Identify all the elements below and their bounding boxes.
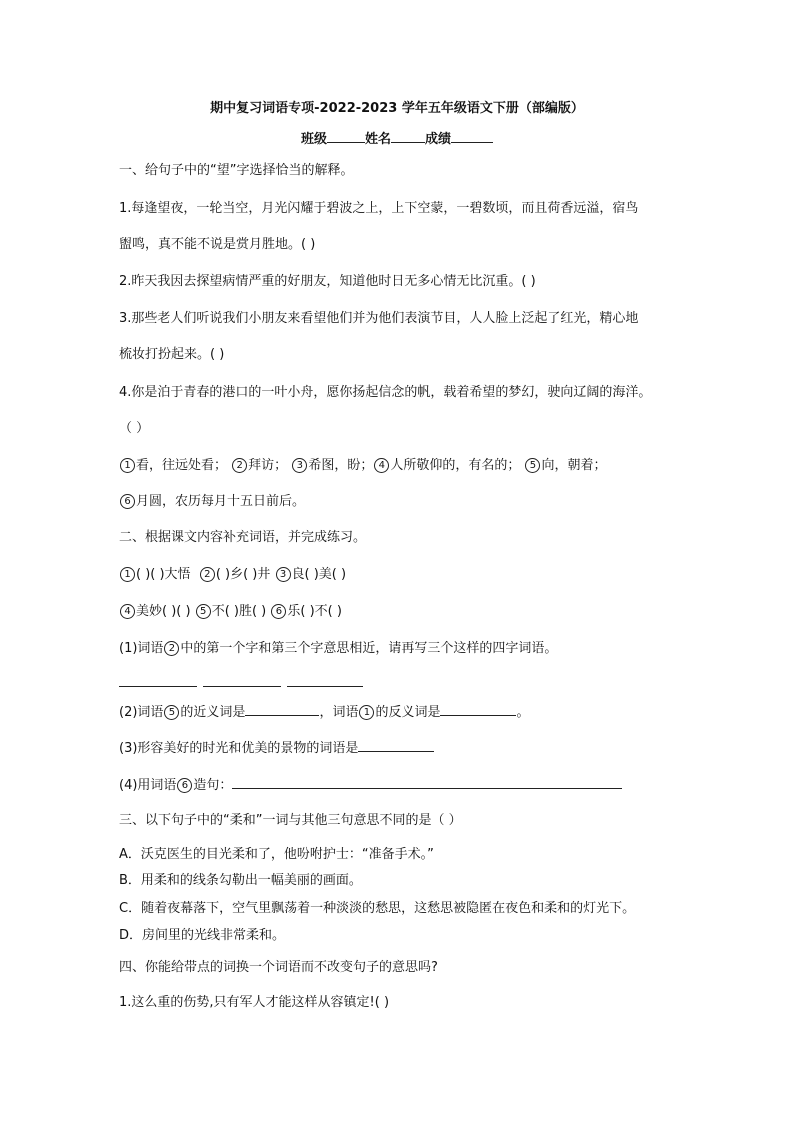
s1-q3-line1: 3.那些老人们听说我们小朋友来看望他们并为他们表演节目，人人脸上泛起了红光，精心地 bbox=[119, 311, 639, 326]
s1-q4-line2: （ ） bbox=[119, 421, 150, 436]
section-3-heading: 三、以下句子中的“柔和”一词与其他三句意思不同的是（ ） bbox=[119, 813, 462, 828]
option-text: 人所敬仰的，有名的； bbox=[390, 458, 521, 473]
word-1: ( )( )大悟 bbox=[136, 567, 191, 582]
option-text: 看，往远处看； bbox=[136, 458, 228, 473]
p4-text-b: 造句： bbox=[193, 778, 233, 793]
circled-number-5: 5 bbox=[164, 705, 179, 720]
s1-q1-line2: 盥鸣，真不能不说是赏月胜地。( ) bbox=[119, 237, 316, 252]
student-info-line bbox=[0, 128, 794, 147]
section-1-heading: 一、给句子中的“望”字选择恰当的解释。 bbox=[119, 163, 354, 178]
synonym-blank[interactable] bbox=[245, 703, 319, 716]
circled-number-3: 3 bbox=[292, 458, 307, 473]
section-2-heading: 二、根据课文内容补充词语，并完成练习。 bbox=[119, 530, 367, 545]
circled-number-4: 4 bbox=[120, 604, 135, 619]
s4-q1: 1.这么重的伤势,只有军人才能这样从容镇定!( ) bbox=[119, 995, 390, 1010]
s3-option-d: D．房间里的光线非常柔和。 bbox=[119, 928, 286, 943]
score-blank[interactable] bbox=[451, 130, 493, 143]
p2-text-d: 的反义词是 bbox=[375, 705, 441, 720]
s2-words-line2 bbox=[119, 604, 342, 620]
answer-blank-2[interactable] bbox=[203, 686, 281, 687]
name-blank[interactable] bbox=[391, 130, 425, 143]
circled-number-1: 1 bbox=[120, 567, 135, 582]
s3-option-b: B．用柔和的线条勾勒出一幅美丽的画面。 bbox=[119, 873, 362, 888]
circled-number-2: 2 bbox=[164, 641, 179, 656]
s1-q2: 2.昨天我因去探望病情严重的好朋友，知道他时日无多心情无比沉重。( ) bbox=[119, 274, 536, 289]
circled-number-2: 2 bbox=[200, 567, 215, 582]
p3-blank[interactable] bbox=[358, 739, 434, 752]
circled-number-6: 6 bbox=[120, 494, 135, 509]
antonym-blank[interactable] bbox=[440, 703, 516, 716]
s2-part3 bbox=[119, 739, 434, 757]
answer-blank-1[interactable] bbox=[119, 686, 197, 687]
word-3: 良( )美( ) bbox=[291, 567, 347, 582]
circled-number-6: 6 bbox=[177, 778, 192, 793]
s1-q4-line1: 4.你是泊于青春的港口的一叶小舟，愿你扬起信念的帆，载着希望的梦幻，驶向辽阔的海洋。 bbox=[119, 385, 652, 400]
sentence-blank[interactable] bbox=[232, 776, 622, 789]
s3-option-c: C．随着夜幕落下，空气里飘荡着一种淡淡的愁思，这愁思被隐匿在夜色和柔和的灯光下。 bbox=[119, 901, 636, 916]
worksheet-title: 期中复习词语专项-2022-2023 学年五年级语文下册（部编版） bbox=[210, 101, 584, 116]
p2-text-b: 的近义词是 bbox=[180, 705, 246, 720]
s1-q3-line2: 梳妆打扮起来。( ) bbox=[119, 347, 225, 362]
p3-text: (3)形容美好的时光和优美的景物的词语是 bbox=[119, 741, 359, 756]
option-text: 向，朝着； bbox=[541, 458, 607, 473]
p1-prefix: (1)词语 bbox=[119, 641, 164, 656]
class-blank[interactable] bbox=[327, 130, 365, 143]
option-text: 月圆，农历每月十五日前后。 bbox=[136, 494, 306, 509]
circled-number-6: 6 bbox=[271, 604, 286, 619]
s3-option-a: A．沃克医生的目光柔和了，他吩咐护士：“准备手术。” bbox=[119, 847, 434, 862]
s2-part1 bbox=[119, 641, 557, 657]
option-text: 希图，盼； bbox=[308, 458, 374, 473]
p1-text: 中的第一个字和第三个字意思相近，请再写三个这样的四字词语。 bbox=[180, 641, 558, 656]
circled-number-3: 3 bbox=[276, 567, 291, 582]
p2-text-a: (2)词语 bbox=[119, 705, 164, 720]
p4-text-a: (4)用词语 bbox=[119, 778, 177, 793]
section-4-heading: 四、你能给带点的词换一个词语而不改变句子的意思吗? bbox=[119, 960, 438, 975]
option-text: 拜访； bbox=[248, 458, 288, 473]
p2-text-e: 。 bbox=[516, 705, 530, 720]
class-label: 班级 bbox=[300, 132, 327, 147]
s2-words-line1 bbox=[119, 567, 346, 583]
circled-number-5: 5 bbox=[196, 604, 211, 619]
circled-number-4: 4 bbox=[374, 458, 389, 473]
name-label: 姓名 bbox=[364, 132, 391, 147]
s1-options-line2 bbox=[119, 494, 305, 510]
circled-number-1: 1 bbox=[359, 705, 374, 720]
word-6: 乐( )不( ) bbox=[287, 604, 342, 619]
circled-number-1: 1 bbox=[120, 458, 135, 473]
s1-q1-line1: 1.每逢望夜，一轮当空，月光闪耀于碧波之上，上下空蒙，一碧数顷，而且荷香远溢，宿鸟 bbox=[119, 201, 639, 216]
s2-part4 bbox=[119, 776, 622, 794]
answer-blank-3[interactable] bbox=[287, 686, 363, 687]
circled-number-2: 2 bbox=[232, 458, 247, 473]
word-4: 美妙( )( ) bbox=[136, 604, 191, 619]
s1-options-line1 bbox=[119, 458, 607, 474]
score-label: 成绩 bbox=[425, 132, 452, 147]
circled-number-5: 5 bbox=[525, 458, 540, 473]
word-5: 不( )胜( ) bbox=[211, 604, 267, 619]
s2-part2 bbox=[119, 703, 529, 721]
p2-text-c: ，词语 bbox=[319, 705, 359, 720]
word-2: ( )乡( )井 bbox=[215, 567, 271, 582]
